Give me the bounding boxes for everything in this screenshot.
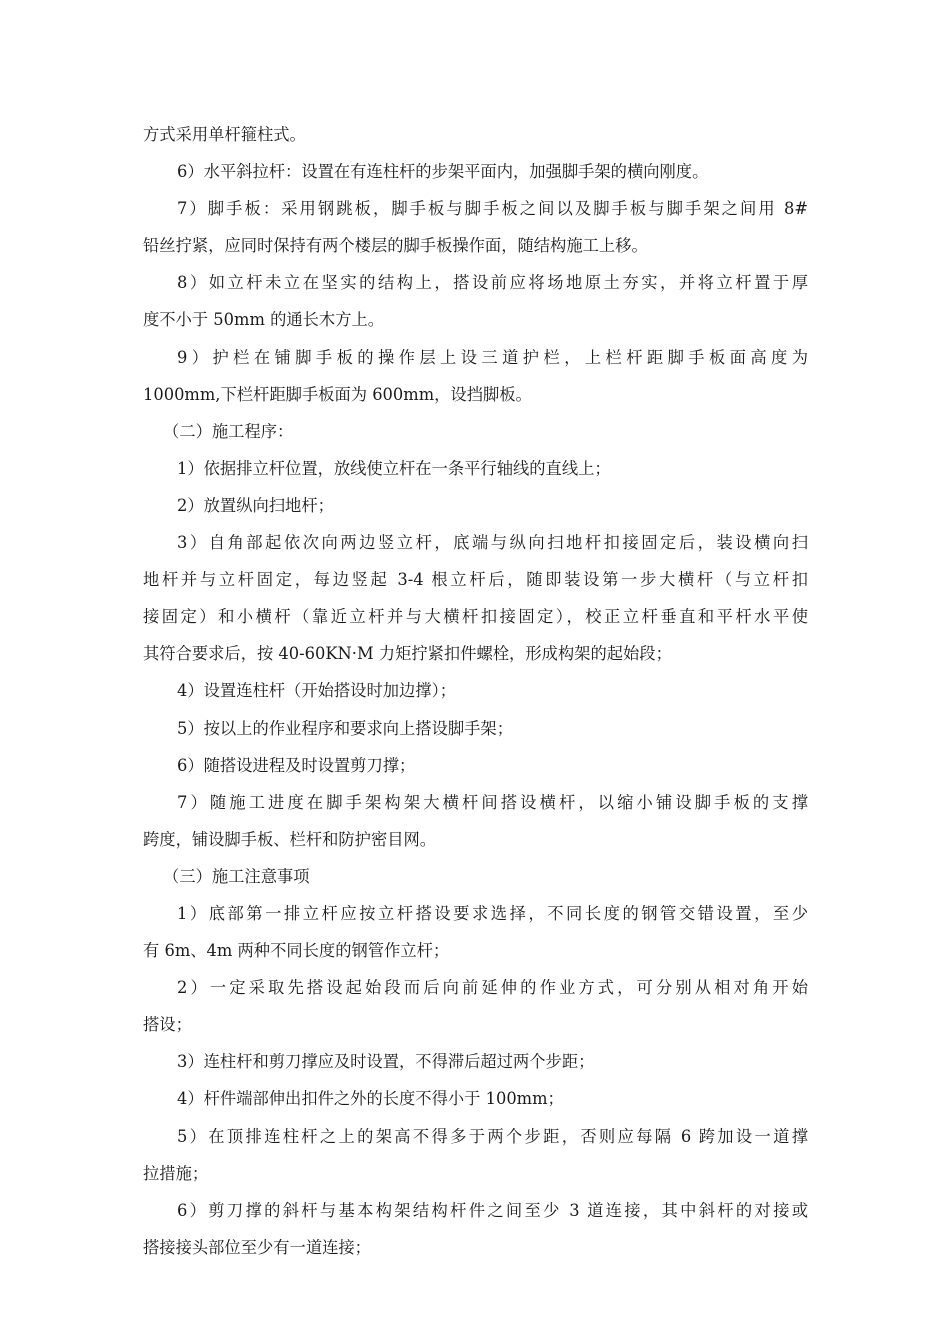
text-line: 拉措施； — [143, 1163, 209, 1183]
text-line: 其符合要求后，按 40-60KN·M 力矩拧紧扣件螺栓，形成构架的起始段； — [143, 644, 672, 664]
list-item: 4）杆件端部伸出扣件之外的长度不得小于 100mm； — [177, 1089, 564, 1109]
section-heading-construction-procedure: （二）施工程序： — [163, 421, 294, 441]
list-item: 2）放置纵向扫地杆； — [177, 495, 334, 515]
text-line: 有 6m、4m 两种不同长度的钢管作立杆； — [143, 941, 450, 961]
list-item-scaffold-board: 7）脚手板：采用钢跳板，脚手板与脚手板之间以及脚手板与脚手架之间用 8# — [177, 199, 808, 219]
text-line: 搭接接头部位至少有一道连接； — [143, 1237, 371, 1257]
text-line: 方式采用单杆箍柱式。 — [143, 125, 306, 144]
text-line: 跨度，铺设脚手板、栏杆和防护密目网。 — [143, 829, 437, 849]
section-heading-construction-notes: （三）施工注意事项 — [163, 866, 310, 886]
list-item: 2）一定采取先搭设起始段而后向前延伸的作业方式，可分别从相对角开始 — [177, 978, 808, 998]
list-item: 6）随搭设进程及时设置剪刀撑； — [177, 755, 416, 775]
list-item: 3）连柱杆和剪刀撑应及时设置，不得滞后超过两个步距； — [177, 1052, 595, 1072]
document-body — [143, 116, 808, 1266]
list-item: 5）在顶排连柱杆之上的架高不得多于两个步距，否则应每隔 6 跨加设一道撑 — [177, 1126, 808, 1146]
list-item: 6）剪刀撑的斜杆与基本构架结构杆件之间至少 3 道连接，其中斜杆的对接或 — [177, 1200, 808, 1220]
list-item-guardrail: 9）护栏在铺脚手板的操作层上设三道护栏，上栏杆距脚手板面高度为 — [177, 347, 808, 367]
list-item: 7）随施工进度在脚手架构架大横杆间搭设横杆，以缩小铺设脚手板的支撑 — [177, 792, 808, 812]
list-item: 3）自角部起依次向两边竖立杆，底端与纵向扫地杆扣接固定后，装设横向扫 — [177, 533, 808, 553]
text-line: 1000mm,下栏杆距脚手板面为 600mm，设挡脚板。 — [143, 384, 532, 404]
list-item: 5）按以上的作业程序和要求向上搭设脚手架； — [177, 718, 513, 738]
list-item: 4）设置连柱杆（开始搭设时加边撑）； — [177, 681, 456, 701]
list-item-horizontal-diagonal-bar: 6）水平斜拉杆：设置在有连柱杆的步架平面内，加强脚手架的横向刚度。 — [177, 162, 709, 182]
list-item-upright-foundation: 8）如立杆未立在坚实的结构上，搭设前应将场地原土夯实，并将立杆置于厚 — [177, 273, 808, 293]
text-line: 地杆并与立杆固定，每边竖起 3-4 根立杆后，随即装设第一步大横杆（与立杆扣 — [143, 570, 808, 590]
text-line: 度不小于 50mm 的通长木方上。 — [143, 310, 385, 330]
list-item: 1）底部第一排立杆应按立杆搭设要求选择，不同长度的钢管交错设置，至少 — [177, 903, 808, 923]
text-line: 搭设； — [143, 1015, 192, 1035]
text-line: 铅丝拧紧，应同时保持有两个楼层的脚手板操作面，随结构施工上移。 — [143, 236, 648, 256]
list-item: 1）依据排立杆位置，放线使立杆在一条平行轴线的直线上； — [177, 458, 611, 478]
text-line: 接固定）和小横杆（靠近立杆并与大横杆扣接固定），校正立杆垂直和平杆水平使 — [143, 607, 808, 627]
